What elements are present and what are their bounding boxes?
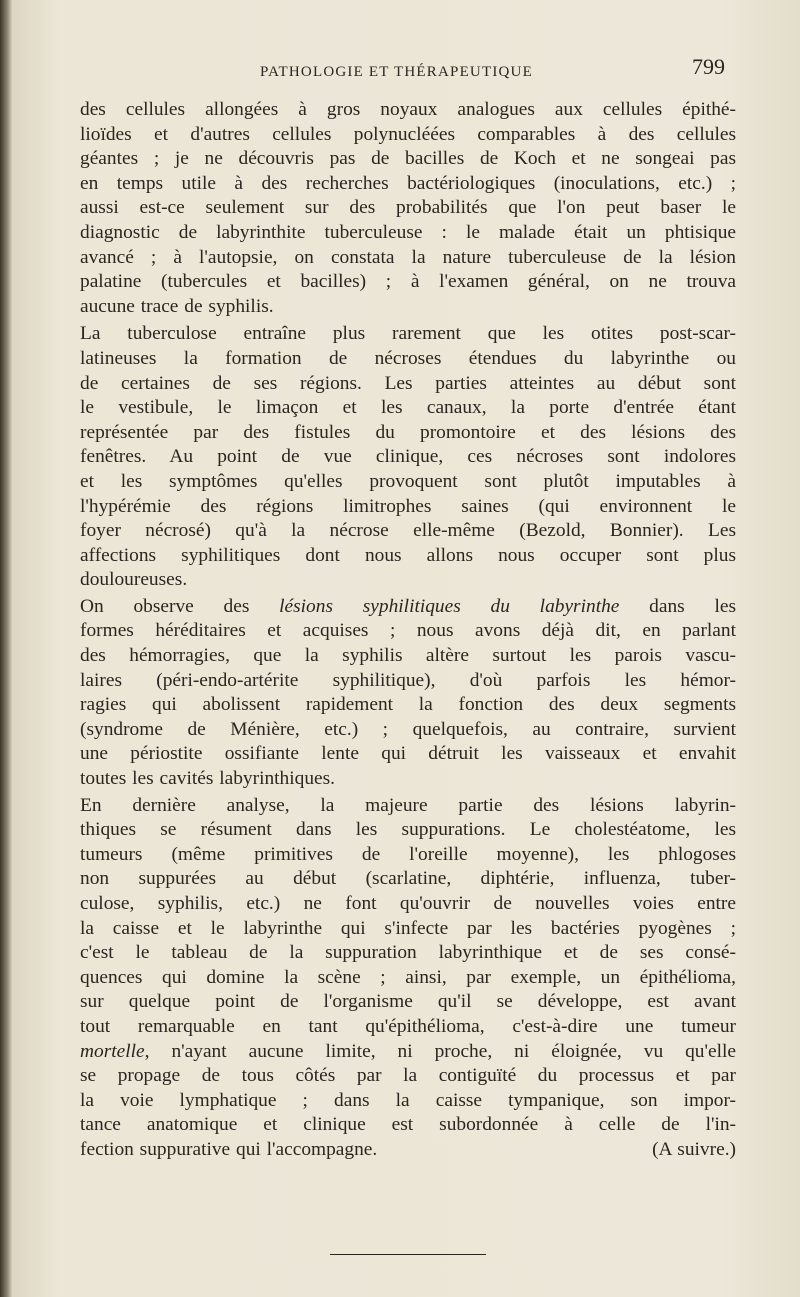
- text-line: latineuses la formation de nécroses étendues du labyrinthe ou: [80, 347, 736, 369]
- running-title: PATHOLOGIE ET THÉRAPEUTIQUE: [260, 64, 533, 80]
- text-line: douloureuses.: [80, 569, 188, 591]
- emphasis-text: lésions syphilitiques du labyrinthe: [279, 595, 620, 617]
- text-line: aucune trace de syphilis.: [80, 295, 274, 317]
- text-line: se propage de tous côtés par la contiguïté du processus et par: [80, 1065, 736, 1087]
- text-fragment: dans les: [619, 595, 736, 617]
- text-line: des cellules allongées à gros noyaux analogues aux cellules épithé-: [80, 99, 736, 120]
- text-line: avancé ; à l'autopsie, on constata la nature tuberculeuse de la lésion: [80, 246, 736, 268]
- text-line: La tuberculose entraîne plus rarement que les otites post-scar-: [80, 323, 736, 345]
- paragraph-3: [80, 595, 736, 792]
- text-line: laires (péri-endo-artérite syphilitique), d'où parfois les hémor-: [80, 669, 736, 691]
- text-line: toutes les cavités labyrinthiques.: [80, 768, 336, 790]
- text-line: palatine (tubercules et bacilles) ; à l'examen général, on ne trouva: [80, 271, 736, 293]
- text-line: des hémorragies, que la syphilis altère surtout les parois vascu-: [80, 645, 736, 667]
- text-line: et les symptômes qu'elles provoquent sont plutôt imputables à: [80, 470, 736, 492]
- text-line: non suppurées au début (scarlatine, diphtérie, influenza, tuber-: [80, 868, 736, 890]
- text-fragment: fection suppurative qui l'accompagne.: [80, 1138, 378, 1160]
- text-line: ragies qui abolissent rapidement la fonction des deux segments: [80, 694, 736, 716]
- book-page: [12, 0, 800, 1297]
- text-line: c'est le tableau de la suppuration labyrinthique et de ses consé-: [80, 942, 736, 964]
- paragraph-1: [80, 98, 736, 319]
- text-line: lioïdes et d'autres cellules polynucléées comparables à des cellules: [80, 123, 736, 145]
- paragraph-2: [80, 322, 736, 593]
- text-line: diagnostic de labyrinthite tuberculeuse : le malade était un phtisique: [80, 221, 736, 243]
- text-line: foyer nécrosé) qu'à la nécrose elle-même (Bezold, Bonnier). Les: [80, 520, 736, 542]
- page-header: [12, 52, 800, 92]
- text-line: fenêtres. Au point de vue clinique, ces nécroses sont indolores: [80, 446, 736, 468]
- body-text: [80, 98, 736, 1163]
- text-line: affections syphilitiques dont nous allons nous occuper sont plus: [80, 544, 736, 566]
- text-line: tance anatomique et clinique est subordonnée à celle de l'in-: [80, 1114, 736, 1136]
- text-line: l'hypérémie des régions limitrophes saines (qui environnent le: [80, 495, 736, 517]
- text-line: sur quelque point de l'organisme qu'il se développe, est avant: [80, 991, 736, 1013]
- text-line: (syndrome de Ménière, etc.) ; quelquefois, au contraire, survient: [80, 718, 736, 740]
- text-line: tumeurs (même primitives de l'oreille moyenne), les phlogoses: [80, 843, 736, 865]
- text-fragment: On observe des: [80, 595, 280, 617]
- emphasis-text: mortelle: [80, 1040, 145, 1062]
- end-rule: [330, 1254, 486, 1255]
- text-line: en temps utile à des recherches bactériologiques (inoculations, etc.) ;: [80, 172, 736, 194]
- text-line: de certaines de ses régions. Les parties atteintes au début sont: [80, 372, 736, 394]
- text-line: aussi est-ce seulement sur des probabilités que l'on peut baser le: [80, 197, 736, 219]
- text-fragment: , n'ayant aucune limite, ni proche, ni éloignée, vu qu'elle: [144, 1040, 736, 1062]
- page-number: 799: [692, 54, 725, 79]
- text-line: [80, 595, 736, 620]
- text-line: culose, syphilis, etc.) ne font qu'ouvrir de nouvelles voies entre: [80, 893, 736, 914]
- text-line: formes héréditaires et acquises ; nous avons déjà dit, en parlant: [80, 620, 736, 642]
- text-line: une périostite ossifiante lente qui détruit les vaisseaux et envahit: [80, 743, 736, 765]
- paragraph-4: [80, 794, 736, 1163]
- text-line: thiques se résument dans les suppurations. Le cholestéatome, les: [80, 819, 736, 841]
- text-line: le vestibule, le limaçon et les canaux, la porte d'entrée étant: [80, 397, 736, 419]
- text-line: [80, 1040, 736, 1065]
- book-spine-shadow: [0, 0, 12, 1297]
- text-line: la voie lymphatique ; dans la caisse tympanique, son impor-: [80, 1089, 736, 1111]
- text-line: géantes ; je ne découvris pas de bacilles de Koch et ne songeai pas: [80, 148, 736, 170]
- text-line: la caisse et le labyrinthe qui s'infecte par les bactéries pyogènes ;: [80, 917, 736, 939]
- text-line: représentée par des fistules du promontoire et des lésions des: [80, 421, 736, 443]
- text-line: En dernière analyse, la majeure partie des lésions labyrin-: [80, 794, 736, 816]
- text-line: [80, 1138, 736, 1163]
- continuation-note: (A suivre.): [652, 1138, 736, 1160]
- text-line: quences qui domine la scène ; ainsi, par exemple, un épithélioma,: [80, 966, 736, 988]
- text-line: tout remarquable en tant qu'épithélioma, c'est-à-dire une tumeur: [80, 1015, 736, 1037]
